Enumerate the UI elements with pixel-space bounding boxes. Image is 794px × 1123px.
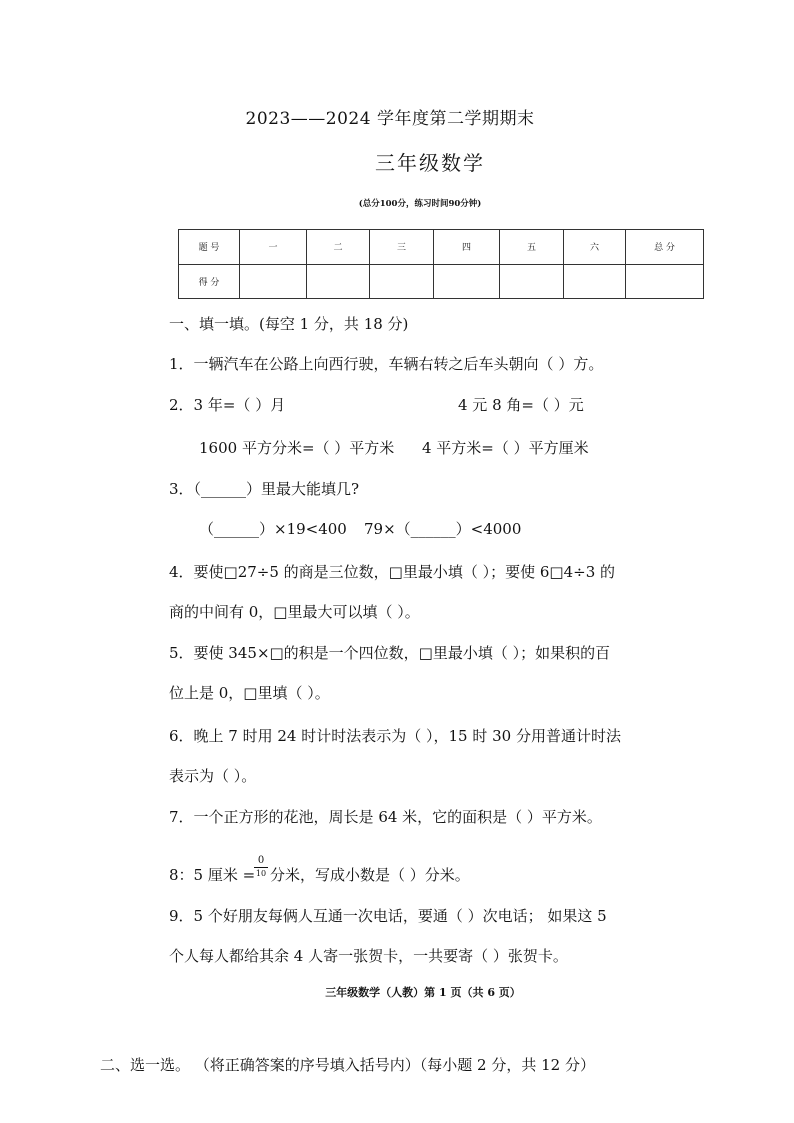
question-line: 3．（______）里最大能填几? — [169, 480, 360, 498]
question-line: 1．一辆汽车在公路上向西行驶，车辆右转之后车头朝向（ ）方。 — [169, 355, 604, 373]
score-header-cell: 一 — [240, 230, 307, 265]
fraction — [254, 856, 268, 879]
section-2-title: 二、选一选。 （将正确答案的序号填入括号内）（每小题 2 分，共 12 分） — [100, 1056, 595, 1074]
score-table-header-row — [179, 230, 704, 265]
score-header-cell: 五 — [500, 230, 564, 265]
question-line: 4 平方米=（ ）平方厘米 — [422, 439, 589, 457]
question-line: 4 元 8 角=（ ）元 — [458, 396, 584, 414]
question-line: 79×（______）<4000 — [364, 520, 522, 538]
score-header-cell: 题 号 — [179, 230, 240, 265]
score-cell[interactable] — [307, 264, 370, 299]
score-header-cell: 六 — [564, 230, 626, 265]
question-line: 商的中间有 0，□里最大可以填（ ）。 — [169, 603, 420, 621]
score-table — [178, 229, 704, 299]
score-header-cell: 四 — [434, 230, 500, 265]
question-line: 位上是 0，□里填（ ）。 — [169, 684, 330, 702]
score-cell[interactable] — [500, 264, 564, 299]
question-line: 分米，写成小数是（ ）分米。 — [270, 866, 470, 884]
fraction-denominator: 10 — [255, 869, 267, 878]
score-table-score-row — [179, 264, 704, 299]
question-line: 7．一个正方形的花池，周长是 64 米，它的面积是（ ）平方米。 — [169, 808, 602, 826]
question-line: 6．晚上 7 时用 24 时计时法表示为（ ），15 时 30 分用普通计时法 — [169, 727, 621, 745]
exam-note: (总分100分，练习时间90分钟) — [358, 199, 482, 209]
score-header-cell: 三 — [370, 230, 434, 265]
score-header-cell: 总 分 — [626, 230, 704, 265]
exam-title: 2023——2024 学年度第二学期期末 — [245, 109, 535, 129]
question-line: 4．要使□27÷5 的商是三位数，□里最小填（ ）；要使 6□4÷3 的 — [169, 563, 616, 581]
score-cell[interactable] — [626, 264, 704, 299]
score-cell[interactable] — [564, 264, 626, 299]
question-line: 5．要使 345×□的积是一个四位数，□里最小填（ ）；如果积的百 — [169, 644, 611, 662]
score-row-label: 得 分 — [179, 264, 240, 299]
fraction-numerator: 0 — [254, 856, 268, 868]
question-line: （______）×19<400 — [199, 520, 347, 538]
section-1-title: 一、填一填。(每空 1 分，共 18 分) — [169, 315, 409, 333]
score-cell[interactable] — [240, 264, 307, 299]
page-footer: 三年级数学（人教）第 1 页（共 6 页） — [325, 986, 521, 999]
question-line: 8：5 厘米 = — [169, 866, 256, 884]
score-cell[interactable] — [370, 264, 434, 299]
score-cell[interactable] — [434, 264, 500, 299]
question-line: 9．5 个好朋友每俩人互通一次电话，要通（ ）次电话； 如果这 5 — [169, 907, 607, 925]
question-line: 表示为（ ）。 — [169, 767, 257, 785]
subject-title: 三年级数学 — [375, 151, 485, 175]
question-line: 1600 平方分米=（ ）平方米 — [199, 439, 395, 457]
score-header-cell: 二 — [307, 230, 370, 265]
question-line: 个人每人都给其余 4 人寄一张贺卡，一共要寄（ ）张贺卡。 — [169, 947, 568, 965]
question-line: 2．3 年=（ ）月 — [169, 396, 286, 414]
